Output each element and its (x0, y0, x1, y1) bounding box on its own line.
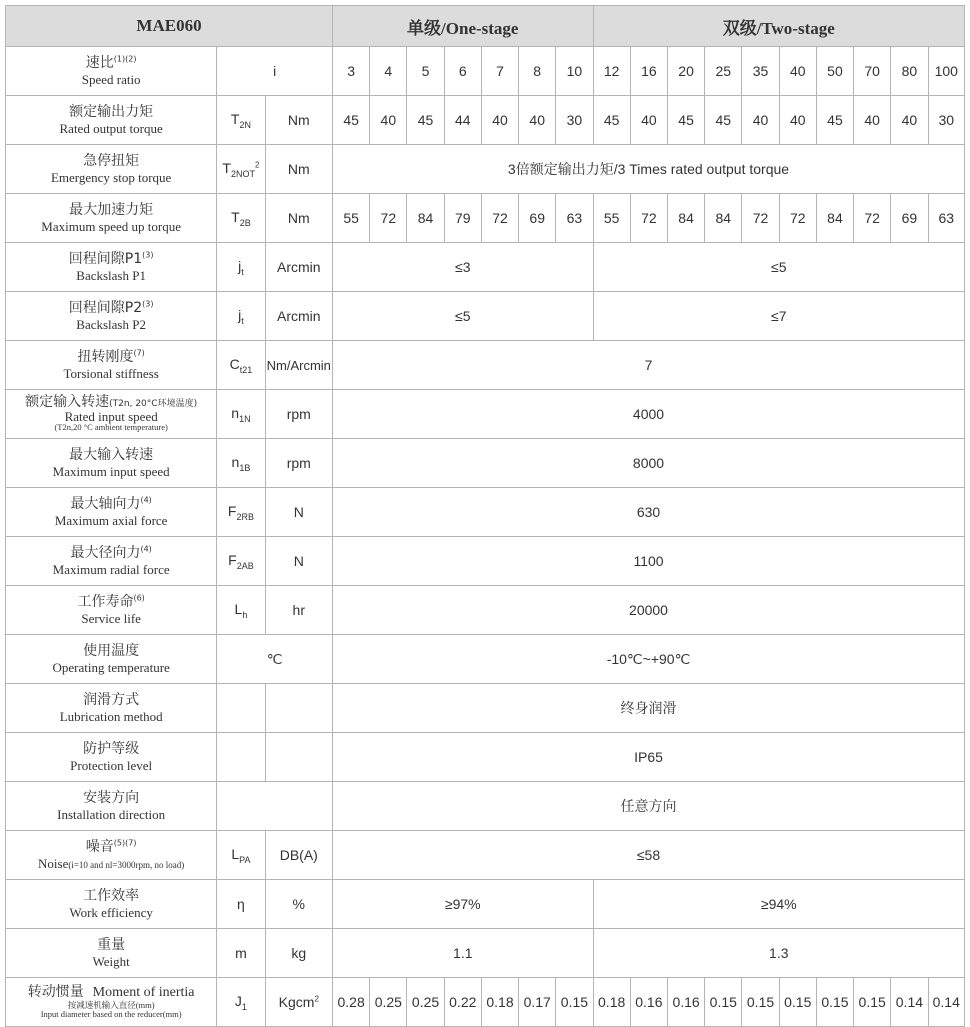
value-cell: 55 (333, 194, 370, 243)
param-name: 防护等级 Protection level (6, 733, 217, 782)
param-name: 噪音$^{(5)(7)}$ Noise(i=10 and nl=3000rpm, no load) (6, 831, 217, 880)
symbol: $C_{t21}$ (217, 341, 265, 390)
unit: % (265, 880, 332, 929)
row-moment-of-inertia (6, 978, 965, 1027)
value-cell: 35 (742, 47, 779, 96)
value-cell: 84 (816, 194, 853, 243)
unit: N (265, 488, 332, 537)
value-cell: 0.15 (816, 978, 853, 1027)
row-weight (6, 929, 965, 978)
value-cell: 0.17 (519, 978, 556, 1027)
param-name: 额定输入转速(T2n, 20°C环境温度) Rated input speed (T2n,20 °C ambient temperature) (6, 390, 217, 439)
symbol: $L_{PA}$ (217, 831, 265, 880)
symbol: $n_{1B}$ (217, 439, 265, 488)
symbol: $n_{1N}$ (217, 390, 265, 439)
value-cell: 0.15 (779, 978, 816, 1027)
value-cell: 100 (928, 47, 965, 96)
one-stage-header: 单级/One-stage (333, 6, 594, 47)
value-cell: 44 (444, 96, 481, 145)
two-stage-value: ≤7 (593, 292, 964, 341)
unit-empty (265, 733, 332, 782)
param-name: 最大加速力矩 Maximum speed up torque (6, 194, 217, 243)
symbol-empty (217, 782, 333, 831)
row-noise (6, 831, 965, 880)
unit: kg (265, 929, 332, 978)
unit: ℃ (217, 635, 333, 684)
value-cell: 4 (370, 47, 407, 96)
param-name: 速比$^{(1)(2)}$ Speed ratio (6, 47, 217, 96)
unit: Arcmin (265, 243, 332, 292)
param-name: 重量 Weight (6, 929, 217, 978)
one-stage-value: ≤3 (333, 243, 594, 292)
value-cell: 40 (891, 96, 928, 145)
symbol: $F_{2RB}$ (217, 488, 265, 537)
symbol: $F_{2AB}$ (217, 537, 265, 586)
value-cell: 25 (705, 47, 742, 96)
value-cell: 7 (481, 47, 518, 96)
value-cell: 69 (519, 194, 556, 243)
spec-table (5, 5, 965, 1027)
param-name: 急停扭矩 Emergency stop torque (6, 145, 217, 194)
row-max-speed-up-torque (6, 194, 965, 243)
row-backlash-p1 (6, 243, 965, 292)
value-cell: 40 (630, 96, 667, 145)
value-cell: 84 (407, 194, 444, 243)
value-cell: 1100 (333, 537, 965, 586)
symbol: $T_{2NOT}^2$ (217, 145, 265, 194)
value-cell: 30 (556, 96, 593, 145)
symbol: $T_{2N}$ (217, 96, 265, 145)
header-row (6, 6, 965, 47)
row-max-radial-force (6, 537, 965, 586)
value-cell: 40 (779, 47, 816, 96)
value-cell: 0.15 (705, 978, 742, 1027)
value-cell: 终身润滑 (333, 684, 965, 733)
value-cell: 63 (556, 194, 593, 243)
value-cell: 45 (667, 96, 704, 145)
param-name: 最大轴向力$^{(4)}$ Maximum axial force (6, 488, 217, 537)
value-cell: 45 (816, 96, 853, 145)
symbol: $T_{2B}$ (217, 194, 265, 243)
one-stage-value: 1.1 (333, 929, 594, 978)
value-cell: 72 (370, 194, 407, 243)
value-cell: 50 (816, 47, 853, 96)
value-cell: 70 (854, 47, 891, 96)
value-cell: 72 (481, 194, 518, 243)
row-rated-input-speed (6, 390, 965, 439)
row-operating-temperature (6, 635, 965, 684)
unit: Arcmin (265, 292, 332, 341)
row-lubrication-method (6, 684, 965, 733)
value-cell: 0.15 (854, 978, 891, 1027)
param-name: 转动惯量 Moment of inertia 按减速机输入直径(mm) Input diameter based on the reducer(mm) (6, 978, 217, 1027)
value-cell: 45 (407, 96, 444, 145)
value-cell: 40 (854, 96, 891, 145)
value-cell: 3倍额定输出力矩/3 Times rated output torque (333, 145, 965, 194)
unit: rpm (265, 390, 332, 439)
unit: DB(A) (265, 831, 332, 880)
value-cell: 0.18 (593, 978, 630, 1027)
unit: Nm (265, 194, 332, 243)
value-cell: 40 (370, 96, 407, 145)
value-cell: 63 (928, 194, 965, 243)
value-cell: 16 (630, 47, 667, 96)
value-cell: 45 (705, 96, 742, 145)
row-protection-level (6, 733, 965, 782)
value-cell: IP65 (333, 733, 965, 782)
unit: rpm (265, 439, 332, 488)
unit: hr (265, 586, 332, 635)
value-cell: 0.28 (333, 978, 370, 1027)
two-stage-value: ≤5 (593, 243, 964, 292)
symbol: $L_h$ (217, 586, 265, 635)
two-stage-value: ≥94% (593, 880, 964, 929)
symbol: $J_1$ (217, 978, 265, 1027)
symbol: i (217, 47, 333, 96)
param-name: 润滑方式 Lubrication method (6, 684, 217, 733)
two-stage-header: 双级/Two-stage (593, 6, 964, 47)
unit: Nm (265, 96, 332, 145)
unit: N (265, 537, 332, 586)
value-cell: -10℃~+90℃ (333, 635, 965, 684)
symbol-empty (217, 684, 265, 733)
param-name: 最大径向力$^{(4)}$ Maximum radial force (6, 537, 217, 586)
value-cell: 0.15 (556, 978, 593, 1027)
value-cell: 0.16 (630, 978, 667, 1027)
value-cell: 84 (667, 194, 704, 243)
value-cell: 任意方向 (333, 782, 965, 831)
value-cell: 8000 (333, 439, 965, 488)
value-cell: 40 (779, 96, 816, 145)
value-cell: 79 (444, 194, 481, 243)
unit: Nm/Arcmin (265, 341, 332, 390)
value-cell: 4000 (333, 390, 965, 439)
one-stage-value: ≥97% (333, 880, 594, 929)
row-service-life (6, 586, 965, 635)
param-name: 回程间隙P2$^{(3)}$ Backslash P2 (6, 292, 217, 341)
value-cell: 30 (928, 96, 965, 145)
value-cell: 40 (519, 96, 556, 145)
symbol-empty (217, 733, 265, 782)
value-cell: 3 (333, 47, 370, 96)
unit: Kgcm$^2$ (265, 978, 332, 1027)
row-work-efficiency (6, 880, 965, 929)
row-backlash-p2 (6, 292, 965, 341)
param-name: 最大输入转速 Maximum input speed (6, 439, 217, 488)
param-name: 使用温度 Operating temperature (6, 635, 217, 684)
value-cell: 10 (556, 47, 593, 96)
row-max-axial-force (6, 488, 965, 537)
value-cell: 72 (742, 194, 779, 243)
param-name: 回程间隙P1$^{(3)}$ Backslash P1 (6, 243, 217, 292)
value-cell: 45 (333, 96, 370, 145)
two-stage-value: 1.3 (593, 929, 964, 978)
row-max-input-speed (6, 439, 965, 488)
symbol: $j_t$ (217, 243, 265, 292)
row-emergency-stop-torque (6, 145, 965, 194)
value-cell: 20 (667, 47, 704, 96)
param-name: 额定输出力矩 Rated output torque (6, 96, 217, 145)
value-cell: 0.14 (928, 978, 965, 1027)
value-cell: 6 (444, 47, 481, 96)
value-cell: 55 (593, 194, 630, 243)
value-cell: 0.14 (891, 978, 928, 1027)
value-cell: 8 (519, 47, 556, 96)
value-cell: 80 (891, 47, 928, 96)
unit: Nm (265, 145, 332, 194)
model-name: MAE060 (6, 6, 333, 47)
value-cell: 12 (593, 47, 630, 96)
param-name: 扭转刚度$^{(7)}$ Torsional stiffness (6, 341, 217, 390)
value-cell: 0.15 (742, 978, 779, 1027)
value-cell: 0.18 (481, 978, 518, 1027)
value-cell: 7 (333, 341, 965, 390)
value-cell: 0.16 (667, 978, 704, 1027)
value-cell: 84 (705, 194, 742, 243)
symbol: η (217, 880, 265, 929)
row-torsional-stiffness (6, 341, 965, 390)
value-cell: 40 (481, 96, 518, 145)
value-cell: 5 (407, 47, 444, 96)
unit-empty (265, 684, 332, 733)
symbol: $j_t$ (217, 292, 265, 341)
param-name: 工作效率 Work efficiency (6, 880, 217, 929)
value-cell: 45 (593, 96, 630, 145)
value-cell: 0.25 (407, 978, 444, 1027)
param-name: 工作寿命$^{(6)}$ Service life (6, 586, 217, 635)
value-cell: 72 (630, 194, 667, 243)
row-installation-direction (6, 782, 965, 831)
value-cell: 72 (854, 194, 891, 243)
symbol: m (217, 929, 265, 978)
value-cell: 69 (891, 194, 928, 243)
row-rated-output-torque (6, 96, 965, 145)
row-speed-ratio (6, 47, 965, 96)
value-cell: ≤58 (333, 831, 965, 880)
value-cell: 20000 (333, 586, 965, 635)
value-cell: 0.25 (370, 978, 407, 1027)
one-stage-value: ≤5 (333, 292, 594, 341)
value-cell: 630 (333, 488, 965, 537)
value-cell: 0.22 (444, 978, 481, 1027)
param-name: 安装方向 Installation direction (6, 782, 217, 831)
value-cell: 40 (742, 96, 779, 145)
value-cell: 72 (779, 194, 816, 243)
